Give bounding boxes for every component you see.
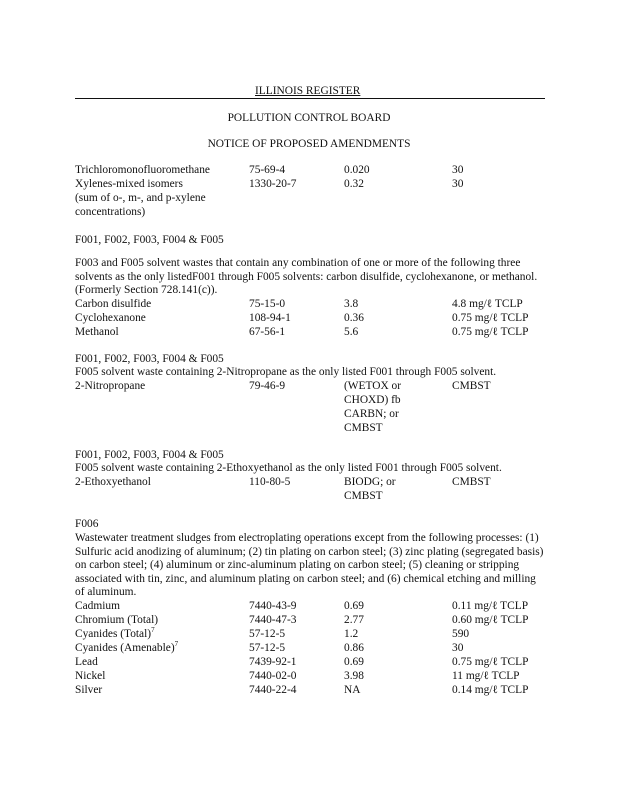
section-heading: F001, F002, F003, F004 & F005 [75, 353, 224, 365]
cell-name: Methanol [75, 326, 119, 338]
cell-cas: 110-80-5 [249, 476, 291, 488]
cell-cas: 7439-92-1 [249, 656, 297, 668]
header-rule [75, 98, 545, 99]
cell-std: 0.11 mg/ℓ TCLP [452, 600, 529, 612]
xylene-note-line: (sum of o-, m-, and p-xylene [75, 192, 206, 204]
cell-name: Cyclohexanone [75, 312, 146, 324]
cell-std: 30 [452, 164, 464, 176]
cell-std: 30 [452, 178, 464, 190]
cell-name: Cyanides (Total)$^7$ [75, 626, 155, 640]
cell-tech: CHOXD) fb [344, 394, 401, 406]
cell-cas: 1330-20-7 [249, 178, 297, 190]
cell-conc: 0.69 [344, 600, 364, 612]
cell-conc: NA [344, 684, 361, 696]
cell-conc: 0.69 [344, 656, 364, 668]
cell-std: 0.14 mg/ℓ TCLP [452, 684, 529, 696]
cell-conc: 2.77 [344, 614, 364, 626]
section-description: Wastewater treatment sludges from electroplating operations except from the following processes: (1) Sulfuric acid anodizing of aluminum; (2) tin plating on carbon steel; (3) zinc plating (segregated basis) on carbon steel; (4) aluminum or zinc-aluminum plating on carbon steel; (5) cleaning or stripping associated with tin, zinc, and aluminum plating on carbon steel; and (6) chemical etching and milling of aluminum. [75, 532, 544, 599]
cell-cas: 75-69-4 [249, 164, 286, 176]
cell-std: 4.8 mg/ℓ TCLP [452, 298, 523, 310]
cell-name: 2-Nitropropane [75, 380, 146, 392]
cell-std: 590 [452, 628, 470, 640]
cell-tech: CMBST [344, 422, 383, 434]
notice-title: NOTICE OF PROPOSED AMENDMENTS [207, 138, 411, 150]
xylene-note-line: concentrations) [75, 206, 146, 218]
section-description: F005 solvent waste containing 2-Ethoxyethanol as the only listed F001 through F005 solvent. [75, 462, 502, 474]
cell-name: Carbon disulfide [75, 298, 152, 310]
cell-conc: 5.6 [344, 326, 359, 338]
cell-std: 0.75 mg/ℓ TCLP [452, 312, 529, 324]
footnote-marker: 7 [151, 626, 155, 635]
cell-cas: 57-12-5 [249, 628, 286, 640]
cell-cas: 7440-22-4 [249, 684, 297, 696]
cell-std: 0.75 mg/ℓ TCLP [452, 656, 529, 668]
cell-conc: 3.8 [344, 298, 359, 310]
cell-name: Lead [75, 656, 98, 668]
cell-conc: 0.86 [344, 642, 364, 654]
section-heading: F001, F002, F003, F004 & F005 [75, 234, 224, 246]
cell-tech: (WETOX or [344, 380, 402, 392]
section-heading: F006 [75, 518, 99, 530]
cell-tech: CARBN; or [344, 408, 399, 420]
footnote-marker: 7 [174, 640, 179, 649]
board-title: POLLUTION CONTROL BOARD [227, 112, 391, 124]
cell-name: Xylenes-mixed isomers [75, 178, 183, 190]
cell-cas: 7440-43-9 [249, 600, 297, 612]
cell-name: Silver [75, 684, 103, 696]
cell-cas: 79-46-9 [249, 380, 286, 392]
section-description: F003 and F005 solvent wastes that contain any combination of one or more of the following three solvents as the only listedF001 through F005 solvents: carbon disulfide, cyclohexanone, or methanol. (Formerly Section 728.141(c)). [75, 257, 538, 297]
cell-cas: 57-12-5 [249, 642, 286, 654]
section-description: F005 solvent waste containing 2-Nitropropane as the only listed F001 through F005 solvent. [75, 366, 497, 378]
cell-name: 2-Ethoxyethanol [75, 476, 151, 488]
cell-cas: 75-15-0 [249, 298, 286, 310]
cell-name: Cyanides (Amenable)$^7$ [75, 640, 179, 654]
cell-conc: 0.36 [344, 312, 364, 324]
cell-cas: 7440-47-3 [249, 614, 297, 626]
cell-std: CMBST [452, 380, 491, 392]
cell-std: 0.75 mg/ℓ TCLP [452, 326, 529, 338]
cell-cas: 108-94-1 [249, 312, 291, 324]
cell-cas: 67-56-1 [249, 326, 286, 338]
section-heading: F001, F002, F003, F004 & F005 [75, 449, 224, 461]
cell-conc: 0.020 [344, 164, 370, 176]
cell-tech: CMBST [344, 490, 383, 502]
cell-name: Trichloromonofluoromethane [75, 164, 210, 176]
cell-std: 11 mg/ℓ TCLP [452, 670, 520, 682]
cell-std: CMBST [452, 476, 491, 488]
cell-std: 30 [452, 642, 464, 654]
cell-tech: BIODG; or [344, 476, 396, 488]
cell-conc: 3.98 [344, 670, 364, 682]
cell-conc: 0.32 [344, 178, 364, 190]
cell-name: Chromium (Total) [75, 614, 159, 626]
cell-name: Nickel [75, 670, 106, 682]
cell-name: Cadmium [75, 600, 120, 612]
cell-conc: 1.2 [344, 628, 359, 640]
cell-std: 0.60 mg/ℓ TCLP [452, 614, 529, 626]
register-title: ILLINOIS REGISTER [255, 85, 361, 97]
cell-cas: 7440-02-0 [249, 670, 297, 682]
